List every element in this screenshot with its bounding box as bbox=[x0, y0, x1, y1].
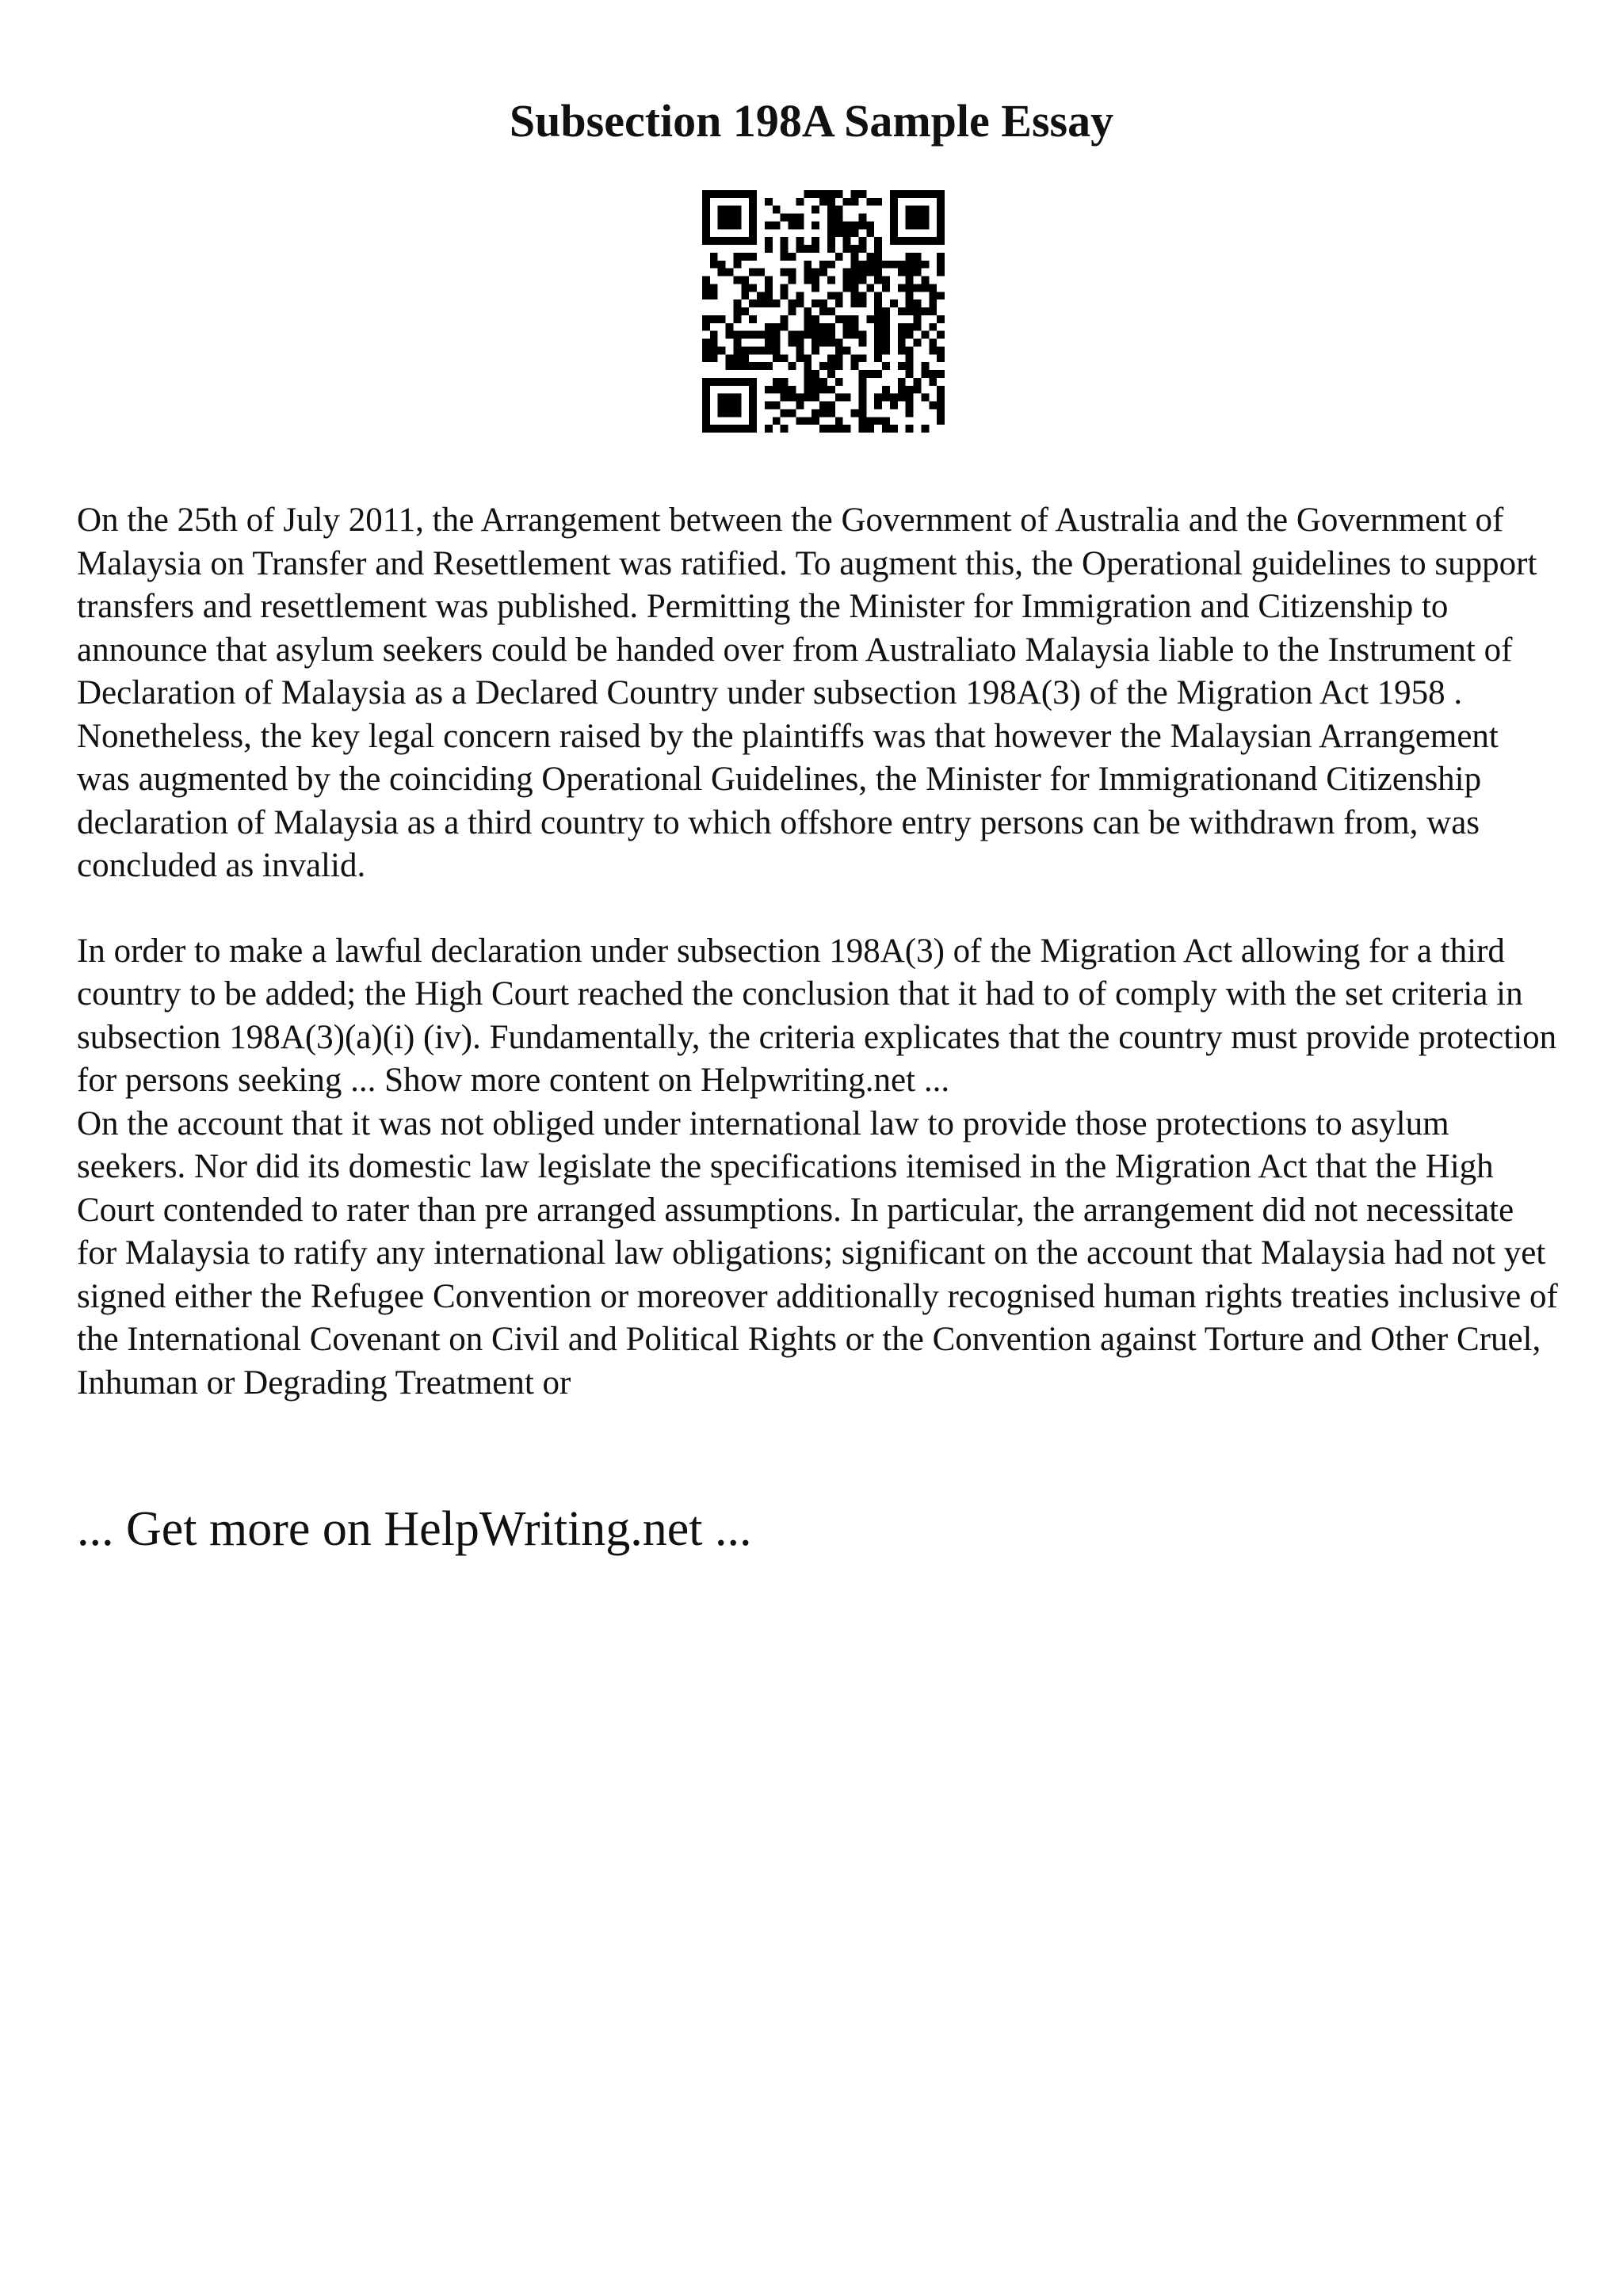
essay-paragraph: In order to make a lawful declaration under subsection 198A(3) of the Migration Act allowing for a third country to be added; the High Court reached the conclusion that it had to of comply with the set criteria in subsection 198A(3)(a)(i) (iv). Fundamentally, the criteria explicates that the country must provide protection for persons seeking ... Show more content on Helpwriting.net ... bbox=[77, 932, 1557, 1099]
essay-body bbox=[77, 499, 1559, 1405]
essay-paragraph: On the account that it was not obliged under international law to provide those protections to asylum seekers. Nor did its domestic law legislate the specifications itemised in the Migration Act that the High Court contended to rater than pre arranged assumptions. In particular, the arrangement did not necessitate for Malaysia to ratify any international law obligations; significant on the account that Malaysia had not yet signed either the Refugee Convention or moreover additionally recognised human rights treaties inclusive of the International Covenant on Civil and Political Rights or the Convention against Torture and Other Cruel, Inhuman or Degrading Treatment or bbox=[77, 1104, 1558, 1402]
page-title: Subsection 198A Sample Essay bbox=[509, 95, 1114, 147]
qr-code-graphic bbox=[702, 190, 945, 433]
qr-code-icon bbox=[702, 190, 945, 433]
essay-paragraph: On the 25th of July 2011, the Arrangement between the Government of Australia and the Government of Malaysia on Transfer and Resettlement was ratified. To augment this, the Operational guidelines to support transfers and resettlement was published. Permitting the Minister for Immigration and Citizenship to announce that asylum seekers could be handed over from Australiato Malaysia liable to the Instrument of Declaration of Malaysia as a Declared Country under subsection 198A(3) of the Migration Act 1958 . Nonetheless, the key legal concern raised by the plaintiffs was that however the Malaysian Arrangement was augmented by the coinciding Operational Guidelines, the Minister for Immigrationand Citizenship declaration of Malaysia as a third country to which offshore entry persons can be withdrawn from, was concluded as invalid. bbox=[77, 502, 1537, 884]
get-more-link[interactable]: ... Get more on HelpWriting.net ... bbox=[77, 1502, 752, 1556]
